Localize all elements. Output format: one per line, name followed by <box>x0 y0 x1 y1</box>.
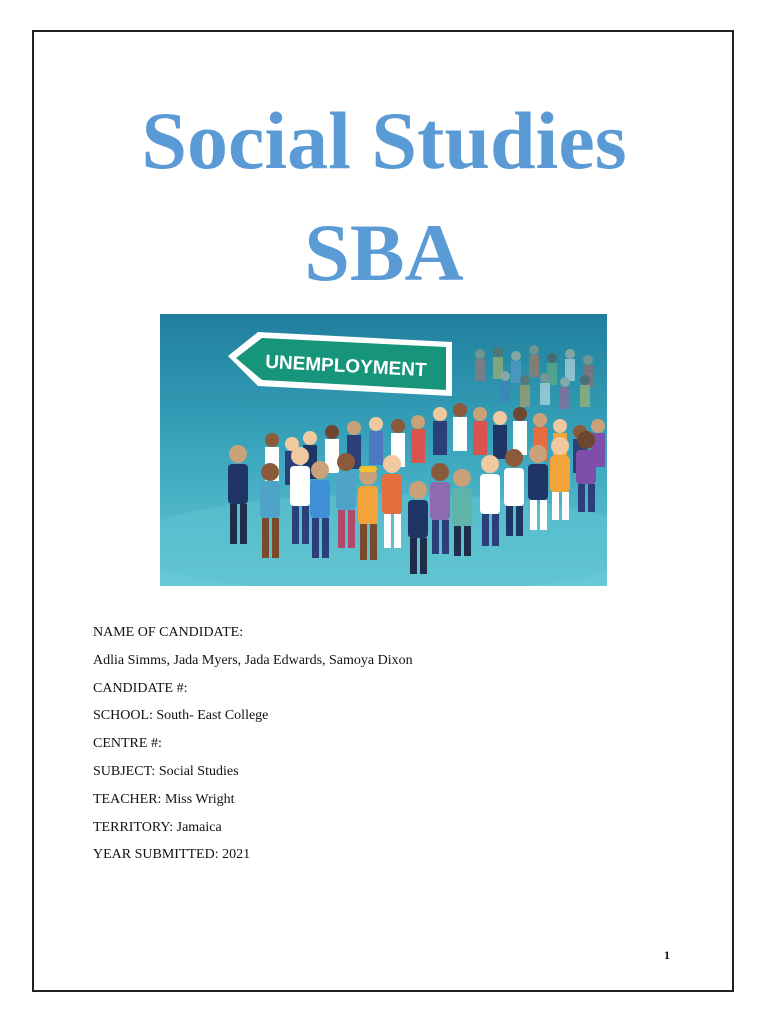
title-line-1: Social Studies <box>141 95 627 186</box>
field-candidate-number: CANDIDATE #: <box>93 680 188 696</box>
field-centre-number: CENTRE #: <box>93 736 162 752</box>
candidate-info <box>93 621 413 871</box>
title-line-2: SBA <box>304 207 464 298</box>
page-number: 1 <box>664 948 670 962</box>
field-teacher: TEACHER: Miss Wright <box>93 791 235 807</box>
field-school: SCHOOL: South- East College <box>93 708 269 724</box>
cover-image <box>160 314 607 586</box>
sign-text: UNEMPLOYMENT <box>264 351 428 382</box>
field-name-of-candidate: NAME OF CANDIDATE: <box>93 625 244 640</box>
field-territory: TERRITORY: Jamaica <box>93 819 222 835</box>
field-year-submitted: YEAR SUBMITTED: 2021 <box>93 847 251 863</box>
unemployment-illustration <box>160 314 607 586</box>
field-subject: SUBJECT: Social Studies <box>93 763 239 779</box>
field-candidate-names: Adlia Simms, Jada Myers, Jada Edwards, Samoya Dixon <box>93 652 413 668</box>
